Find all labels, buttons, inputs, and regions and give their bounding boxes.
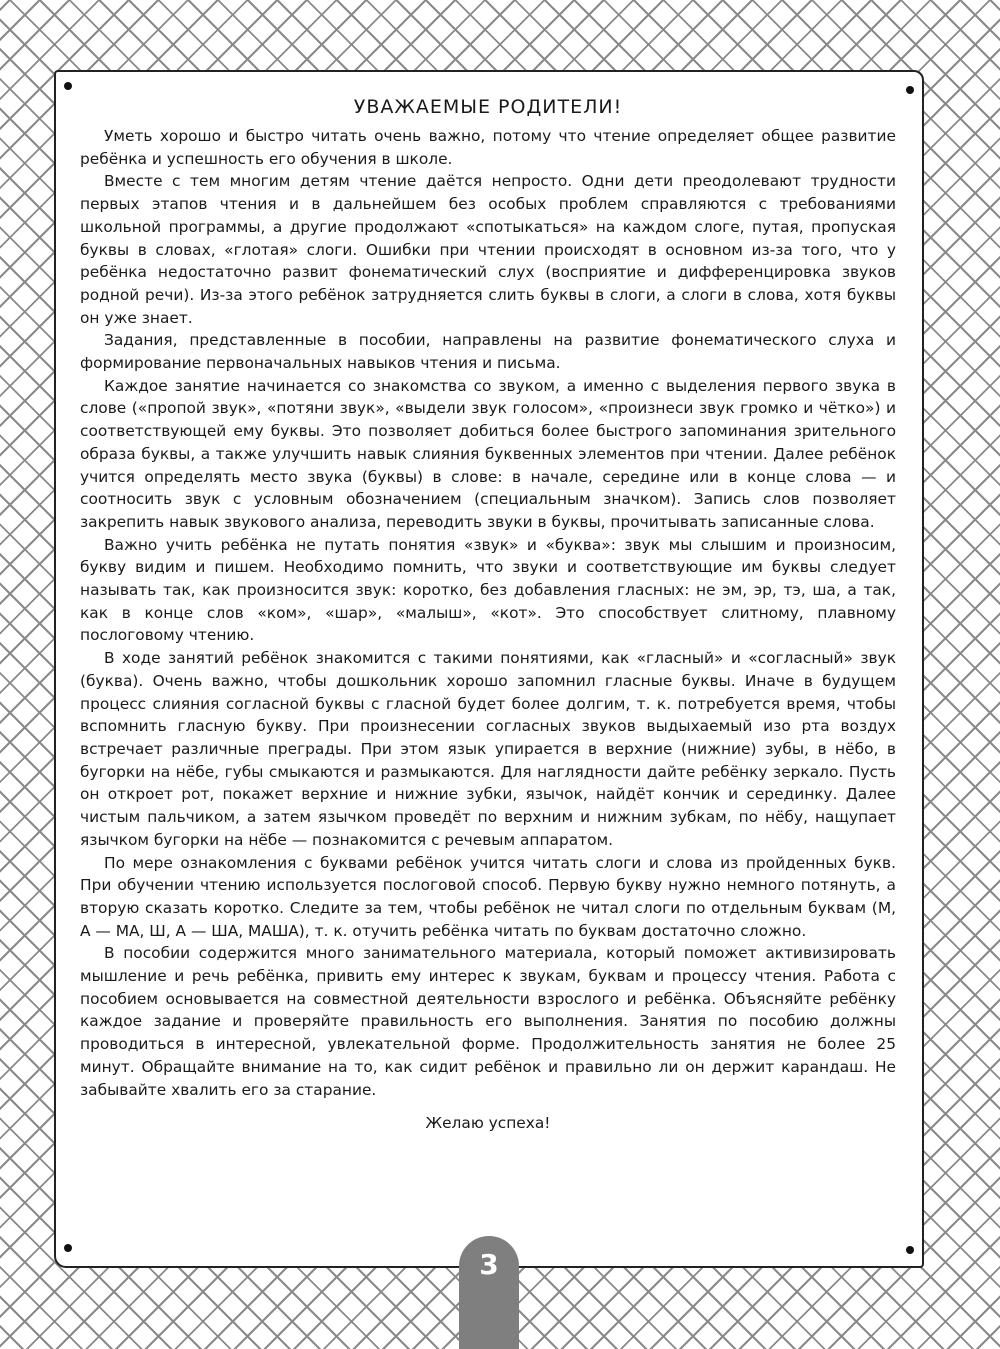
paragraph: Уметь хорошо и быстро читать очень важно, потому что чтение определяет общее развитие ребёнка и успешность его обучения в школе. bbox=[80, 127, 896, 168]
page-number: 3 bbox=[479, 1248, 499, 1281]
paragraph: По мере ознакомления с буквами ребёнок учится читать слоги и слова из пройденных букв. При обучении чтению используется послоговой способ. Первую букву нужно немного потянуть, а вторую сказать коротко. Следите за тем, чтобы ребёнок не читал слоги по отдельным буквам (М, А — МА, Ш, А — ША, МАША), т. к. отучить ребёнка читать по буквам достаточно сложно. bbox=[80, 853, 896, 940]
page-number-tab bbox=[459, 1236, 519, 1349]
paragraph: В ходе занятий ребёнок знакомится с такими понятиями, как «гласный» и «согласный» звук (буква). Очень важно, чтобы дошкольник хорошо запомнил гласные буквы. Иначе в будущем процесс слияния согласной буквы с гласной будет более долгим, т. к. потребуется время, чтобы вспомнить гласную букву. При произнесении согласных звуков выдыхаемый изо рта воздух встречает различные преграды. При этом язык упирается в верхние (нижние) зубы, в нёбо, в бугорки на нёбе, губы смыкаются и размыкаются. Для наглядности дайте ребёнку зеркало. Пусть он откроет рот, покажет верхние и нижние зубки, язычок, найдёт кончик и серединку. Далее чистым пальчиком, а затем язычком проведёт по верхним и нижним зубкам, по нёбу, нащупает язычком бугорки на нёбе — познакомится с речевым аппаратом. bbox=[80, 649, 896, 849]
paragraph: Вместе с тем многим детям чтение даётся непросто. Одни дети преодолевают трудности первых этапов чтения и в дальнейшем без особых проблем справляются с требованиями школьной программы, а другие продолжают «спотыкаться» на каждом слоге, путая, пропуская буквы в словах, «глотая» слоги. Ошибки при чтении происходят в основном из-за того, что у ребёнка недостаточно развит фонематический слух (восприятие и дифференцировка звуков родной речи). Из-за этого ребёнок затрудняется слить буквы в слоги, а слоги в слова, хотя буквы он уже знает. bbox=[80, 172, 896, 327]
letter-sheet bbox=[54, 70, 924, 1268]
paragraph: В пособии содержится много занимательного материала, который поможет активизировать мышление и речь ребёнка, привить ему интерес к звукам, буквам и процессу чтения. Работа с пособием основывается на совместной деятельности взрослого и ребёнка. Объясняйте ребёнку каждое задание и проверяйте правильность его выполнения. Занятия по пособию должны проводиться в интересной, увлекательной форме. Продолжительность занятия не более 25 минут. Обращайте внимание на то, как сидит ребёнок и правильно ли он держит карандаш. Не забывайте хвалить его за старание. bbox=[80, 944, 896, 1099]
paragraph: Каждое занятие начинается со знакомства со звуком, а именно с выделения первого звука в слове («пропой звук», «потяни звук», «выдели звук голосом», «произнеси звук громко и чётко») и соответствующей ему буквы. Это позволяет добиться более быстрого запоминания зрительного образа буквы, а также улучшить навык слияния буквенных элементов при чтении. Далее ребёнок учится определять место звука (буквы) в слове: в начале, середине или в конце слова — и соотносить звук с условным обозначением (специальным значком). Запись слов позволяет закрепить навык звукового анализа, переводить звуки в буквы, прочитывать записанные слова. bbox=[80, 376, 896, 531]
pin-top-left bbox=[64, 82, 72, 90]
paragraph: Задания, представленные в пособии, направлены на развитие фонематического слуха и формирование первоначальных навыков чтения и письма. bbox=[80, 331, 896, 373]
letter-content bbox=[80, 96, 896, 1132]
pin-bottom-left bbox=[64, 1244, 72, 1252]
paragraph: Важно учить ребёнка не путать понятия «звук» и «буква»: звук мы слышим и произносим, букву видим и пишем. Необходимо помнить, что звуки и соответствующие им буквы следует называть так, как произносится звук: коротко, без добавления гласных: не эм, эр, тэ, ша, а так, как в конце слов «ком», «шар», «малыш», «кот». Это способствует слитному, плавному послоговому чтению. bbox=[80, 535, 896, 645]
pin-bottom-right bbox=[906, 1246, 914, 1254]
closing-line: Желаю успеха! bbox=[425, 1114, 551, 1133]
page-title: УВАЖАЕМЫЕ РОДИТЕЛИ! bbox=[353, 96, 623, 118]
pin-top-right bbox=[906, 86, 914, 94]
